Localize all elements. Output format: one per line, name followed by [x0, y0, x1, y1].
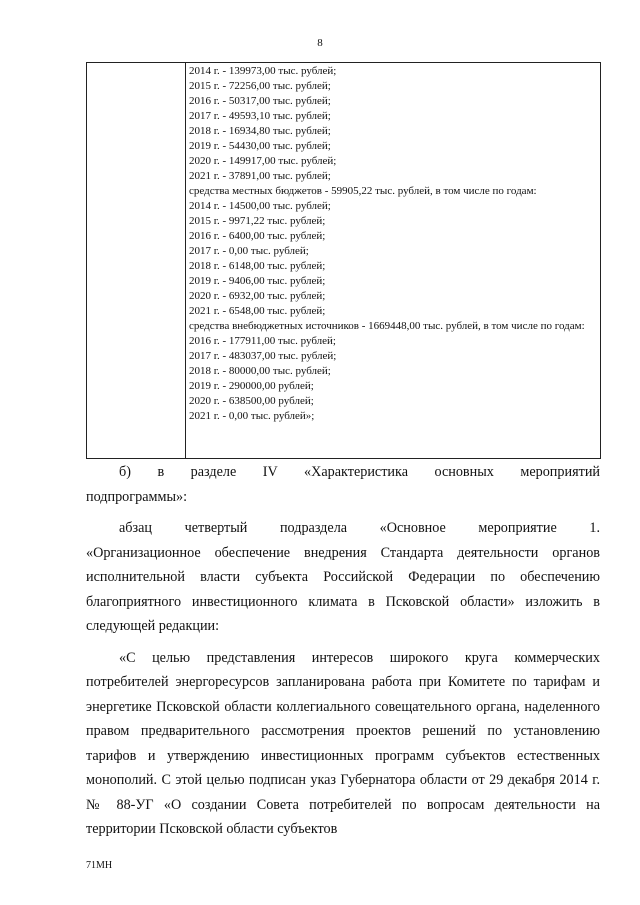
- table-year-amount: 2021 г. - 37891,00 тыс. рублей;: [189, 170, 331, 182]
- document-body: [86, 460, 600, 842]
- table-year-amount: 2018 г. - 80000,00 тыс. рублей;: [189, 365, 331, 377]
- table-year-amount: 2019 г. - 9406,00 тыс. рублей;: [189, 275, 326, 287]
- table-year-amount: 2016 г. - 6400,00 тыс. рублей;: [189, 230, 326, 242]
- table-funding-source: средства местных бюджетов - 59905,22 тыс. рублей, в том числе по годам:: [189, 185, 537, 197]
- table-funding-source: средства внебюджетных источников - 1669448,00 тыс. рублей, в том числе по годам:: [189, 320, 585, 332]
- page-number: 8: [317, 37, 323, 49]
- paragraph-abzac-continuation: «Организационное обеспечение внедрения Стандарта деятельности органов исполнительной власти субъекта Российской Федерации по обеспечению благоприятного инвестиционного климата в Псковской области» изложить в следующей редакции:: [86, 544, 600, 634]
- table-year-amount: 2019 г. - 290000,00 рублей;: [189, 380, 314, 392]
- table-year-amount: 2018 г. - 6148,00 тыс. рублей;: [189, 260, 326, 272]
- table-year-amount: 2021 г. - 0,00 тыс. рублей»;: [189, 410, 315, 422]
- table-year-amount: 2016 г. - 177911,00 тыс. рублей;: [189, 335, 336, 347]
- table-year-amount: 2014 г. - 14500,00 тыс. рублей;: [189, 200, 331, 212]
- table-year-amount: 2020 г. - 149917,00 тыс. рублей;: [189, 155, 337, 167]
- table-year-amount: 2019 г. - 54430,00 тыс. рублей;: [189, 140, 331, 152]
- table-year-amount: 2017 г. - 49593,10 тыс. рублей;: [189, 110, 331, 122]
- paragraph-abzac-first-line: абзац четвертый подраздела «Основное мероприятие 1.: [119, 520, 600, 536]
- footer-code: 71МН: [86, 860, 113, 871]
- table-year-amount: 2017 г. - 483037,00 тыс. рублей;: [189, 350, 337, 362]
- table-year-amount: 2017 г. - 0,00 тыс. рублей;: [189, 245, 309, 257]
- table-right-cell: [189, 64, 597, 424]
- table-column-divider: [185, 63, 186, 458]
- table-year-amount: 2016 г. - 50317,00 тыс. рублей;: [189, 95, 331, 107]
- budget-table: [86, 62, 601, 459]
- table-year-amount: 2015 г. - 9971,22 тыс. рублей;: [189, 215, 326, 227]
- table-year-amount: 2020 г. - 6932,00 тыс. рублей;: [189, 290, 326, 302]
- paragraph-quote: «С целью представления интересов широкого круга коммерческих потребителей энергоресурсов запланирована работа при Комитете по тарифам и энергетике Псковской области коллегиального совещательного органа, наделенного правом предварительного рассмотрения проектов решений по установлению тарифов и утверждению инвестиционных программ субъектов естественных монополий. С этой целью подписан указ Губернатора области от 29 декабря 2014 г. № 88-УГ «О создании Совета потребителей по вопросам деятельности на территории Псковской области субъектов: [86, 649, 600, 837]
- paragraph-b-first-line: б) в разделе IV «Характеристика основных мероприятий: [119, 464, 600, 480]
- table-year-amount: 2021 г. - 6548,00 тыс. рублей;: [189, 305, 326, 317]
- paragraph-b-second-line: подпрограммы»:: [86, 488, 188, 505]
- table-year-amount: 2018 г. - 16934,80 тыс. рублей;: [189, 125, 331, 137]
- table-year-amount: 2020 г. - 638500,00 рублей;: [189, 395, 314, 407]
- table-year-amount: 2014 г. - 139973,00 тыс. рублей;: [189, 65, 337, 77]
- table-year-amount: 2015 г. - 72256,00 тыс. рублей;: [189, 80, 331, 92]
